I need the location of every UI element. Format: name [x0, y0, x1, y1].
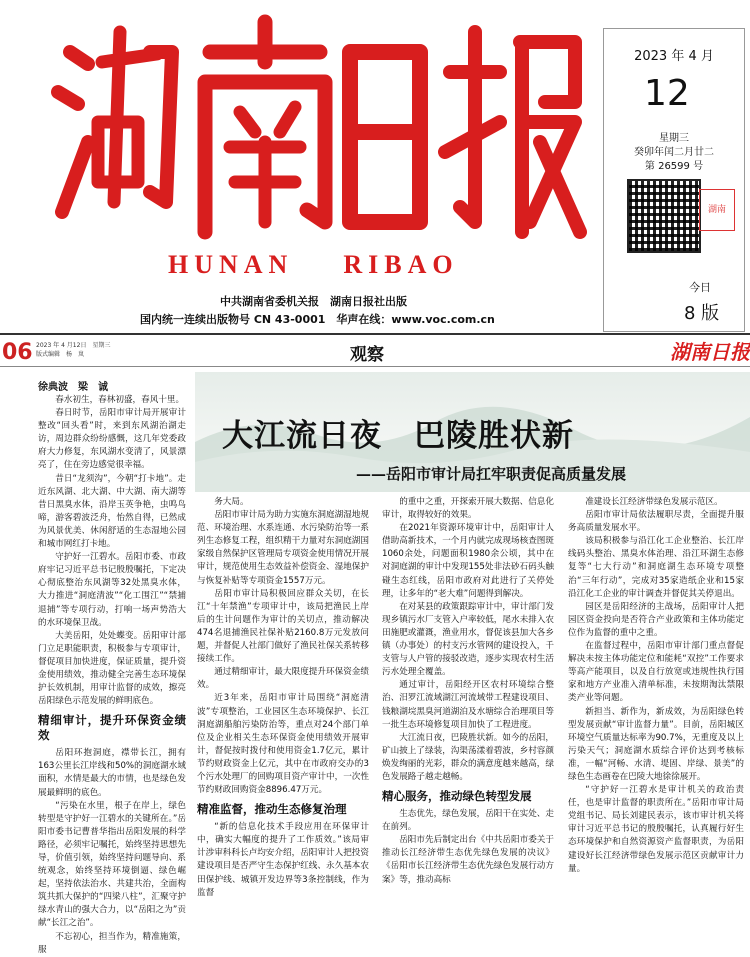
- issue-lunar-date: 癸卯年闰二月廿二: [634, 147, 714, 158]
- article-paragraph: 在对某县的政策跟踪审计中，审计部门发现乡镇污水厂支管入户率较低，尾水未排入农田施肥或灌溉，渔业用水，督促该县加大各乡镇（办事处）的村支污水管网的建设投入，千支管与人户管的接驳改造，逐步实现农村生活污水处理全覆盖。: [382, 601, 554, 678]
- article-paragraph: 不忘初心，担当作为，精准施策，服: [38, 931, 186, 955]
- article-paragraph: 通过精细审计，最大限度提升环保资金绩效。: [197, 667, 369, 691]
- article-column-4: [568, 496, 744, 936]
- page-date: 2023 年 4 月12日 星期三: [36, 342, 111, 349]
- page-date-editor: [36, 341, 110, 359]
- article-paragraph: 大美岳阳，处处蝶变。岳阳审计部门立足职能职责，积极参与专项审计，督促项目加快进度，保证质量，提升资金使用绩效，推动健全完善生态环境保护长效机制，用审计监督的成效，擦亮岳阳绿色示范发展的鲜明底色。: [38, 630, 186, 707]
- article-paragraph: “守护好一江碧水是审计机关的政治责任，也是审计监督的职责所在。”岳阳市审计局党组书记、局长刘建民表示，该市审计机关将审计习近平总书记的殷殷嘱托，认真履行好生态环境保护和自然资源资产监督职责，为岳阳建设好长江经济带绿色发展示范区贡献审计力量。: [568, 785, 744, 874]
- article-paragraph: 在监督过程中，岳阳市审计部门重点督促解决未按主体功能定位和能耗“双控”工作要求等高产能项目，以及自行放宽或违规性执行国家和地方产业准入清单标准，未按期淘汰禁限类产业等问题。: [568, 641, 744, 704]
- article-paragraph: 春水初生，春林初盛，春风十里。: [55, 395, 185, 405]
- divider-rule-thin: [0, 366, 750, 367]
- qr-code-icon[interactable]: [627, 179, 701, 253]
- article-paragraph: 务大局。: [214, 497, 249, 507]
- article-paragraph: 昔日“龙须沟”，今朝“打卡地”。走近东风湖、北大湖、中大湖、南大湖等昔日黑臭水体，沿岸玉英争艳，虫鸣鸟啼，游客碧波泛舟，怡然自得，已然成为风景优美、休闲舒适的生态湿地公园和城市网红打卡地。: [38, 473, 186, 550]
- article-paragraph: “新的信息化技术手段应用在环保审计中，确实大幅度的提升了工作质效。”该局审计涉审科科长卢均安介绍，岳阳审计人把投资建设项目是否严守生态保护红线、永久基本农田保护线、城镇开发边界等3条控制线，作为监督: [197, 822, 369, 898]
- article-paragraph: 岳阳市审计局依法履职尽责，全面提升服务高质量发展水平。: [568, 510, 744, 534]
- article-authors: 徐典波 梁 诚: [38, 382, 108, 393]
- article-paragraph: 岳阳市先后制定出台《中共岳阳市委关于推动长江经济带生态优先绿色发展的决议》《岳阳市长江经济带生态优先绿色发展行动方案》等，推动高标: [382, 835, 554, 885]
- article-paragraph: 生态优先，绿色发展，岳阳干在实处、走在前列。: [382, 809, 554, 833]
- article-paragraph: 岳阳环抱洞庭，襟带长江，拥有163公里长江岸线和50%的洞庭湖水域面积，水情是最大的市情，也是绿色发展最鲜明的底色。: [38, 748, 186, 798]
- issue-year-month: 2023 年 4 月: [634, 49, 714, 64]
- article-paragraph: 园区是岳阳经济的主战场，岳阳审计人把园区资金投向是否符合产业政策和主体功能定位作为监督的重中之重。: [568, 601, 744, 638]
- article-paragraph: 大江流日夜，巴陵胜状新。如今的岳阳，矿山披上了绿装，沟渠荡漾着碧波，乡村容颜焕发绚丽的光彩，群众的满意度越来越高，绿色发展路子越走越畅。: [382, 732, 554, 782]
- issue-weekday: 星期三: [659, 133, 689, 144]
- article-paragraph: 岳阳市审计局积极回应群众关切，在长江“十年禁渔”专项审计中，该局把渔民上岸后的生计问题作为审计的关切点，推动解决474名退捕渔民社保补贴2160.8万元发放问题，并督促人社部门做好了渔民社保关系转移接续工作。: [197, 588, 369, 665]
- article-paragraph: 新担当、新作为，新成效，为岳阳绿色转型发展贡献“审计监督力量”。目前，岳阳城区环境空气质量达标率为90.7%，无重度及以上污染天气；洞庭湖水质综合评价达到考核标准，一幅“河畅、水清、堤固、岸绿、景美”的绿色生态画卷在巴陵大地徐徐展开。: [568, 706, 744, 782]
- article-paragraph: 春日时节，岳阳市审计局开展审计整改“回头看”时，来到东风湖治湖走访，周边群众纷纷感慨，这几年党委政府大力修复，东风湖水变清了，风景漂亮了，住在旁边感觉很幸福。: [38, 408, 186, 471]
- masthead-cn-number: 国内统一连续出版物号 CN 43-0001 华声在线：www.voc.com.cn: [140, 313, 495, 326]
- article-subheading: 精心服务，推动绿色转型发展: [382, 789, 532, 804]
- article-headline: 大江流日夜 巴陵胜状新: [222, 418, 574, 454]
- masthead-calligraphy-logo: [40, 12, 590, 252]
- article-subheadline: ——岳阳市审计局扛牢职责促高质量发展: [356, 465, 627, 483]
- header-logo: 湖南日报: [670, 340, 750, 364]
- masthead-pinyin: HUNAN RIBAO: [168, 250, 459, 279]
- page-editor: 版式编辑 杨 岚: [36, 351, 85, 358]
- article-paragraph: 通过审计，岳阳经开区农村环境综合整治、汨罗江流域湖江河流域带工程建设项目、钱粮湖垸黑臭河道湖泊及水塘综合治理项目等一批生态环境修复项目加快了工程进度。: [382, 680, 554, 730]
- issue-number: 第 26599 号: [644, 161, 704, 172]
- divider-rule: [0, 333, 750, 335]
- article-subheading: 精细审计，提升环保资金绩效: [38, 713, 186, 743]
- article-paragraph: “污染在水里，根子在岸上，绿色转型是守护好一江碧水的关键所在。”岳阳市委书记曹普华指出岳阳发展的科学路径，必须牢记嘱托，始终坚持思想先导，价值引领，始终坚持问题导向、系统观念，始终坚持环境倒逼、绿色崛起，坚持依法治水、共建共治，全面构筑共抓大保护的“四梁八柱”，汇聚守护绿水青山的强大合力，以“岳阳之为”贡献“长江之治”。: [38, 800, 186, 929]
- section-title: 观察: [350, 345, 384, 365]
- page-count: 8 版: [684, 303, 720, 324]
- article-subheading: 精准监督，推动生态修复治理: [197, 802, 347, 817]
- page-number: 06: [2, 340, 33, 365]
- article-paragraph: 在2021年资源环境审计中，岳阳审计人借助高新技术，一个月内就完成现场核查图斑1060余处，问题面积1980余公顷，其中在对洞庭湖的审计中发现155处非法砂石码头触碰生态红线，岳阳市政府对此进行了关停处理，让多年的“老大难”问题得到解决。: [382, 523, 554, 599]
- article-paragraph: 守护好一江碧水。岳阳市委、市政府牢记习近平总书记殷殷嘱托，下定决心彻底整治东风湖等32处黑臭水体，大力推进“洞庭清波”“化工围江”“禁捕退捕”等专项行动，打响一场声势浩大的水环境保卫战。: [38, 552, 186, 628]
- article-paragraph: 该局积极参与沿江化工企业整治、长江岸线码头整治、黑臭水体治理、沿江环湖生态修复等“七大行动”和洞庭湖生态环境专项整治“三年行动”，完成对35家造纸企业和15家沿江化工企业的审计调查并督促其关停退出。: [568, 536, 744, 599]
- issue-info-box: [603, 28, 745, 332]
- article-column-1: [38, 394, 186, 955]
- article-paragraph: 的重中之重，开探索开展大数据、信息化审计，取得较好的效果。: [382, 497, 554, 521]
- qr-badge: 湖南: [699, 189, 735, 231]
- issue-day: 12: [644, 73, 690, 114]
- article-column-3: [382, 496, 554, 936]
- article-paragraph: 岳阳市审计局为助力实施东洞庭湖湿地规范、环境治理、水系连通、水污染防治等一系列生态修复工程，组织精干力量对东洞庭湖国家级自然保护区管理局专项资金使用情况开展审计，规范使用生态效益补偿资金、湿地保护与恢复补贴等专项资金1557万元。: [197, 510, 369, 586]
- article-paragraph: 近3年来，岳阳市审计局围绕“洞庭清波”专项整治，工业园区生态环境保护、长江洞庭湖船舶污染防治等，重点对24个部门单位及企业相关生态环保资金使用绩效开展审计，督促按时拨付和使用资金1.7亿元，累计节约财政资金上亿元，其中在市政府交办的3个污水处理厂的回购项目资产审计中，一次性节约财政回购资金8896.47万元。: [197, 693, 369, 796]
- article-column-2: [197, 496, 369, 936]
- article-paragraph: 准建设长江经济带绿色发展示范区。: [585, 497, 723, 507]
- today-label: 今日: [689, 281, 711, 294]
- masthead-sponsor: 中共湖南省委机关报 湖南日报社出版: [220, 295, 407, 308]
